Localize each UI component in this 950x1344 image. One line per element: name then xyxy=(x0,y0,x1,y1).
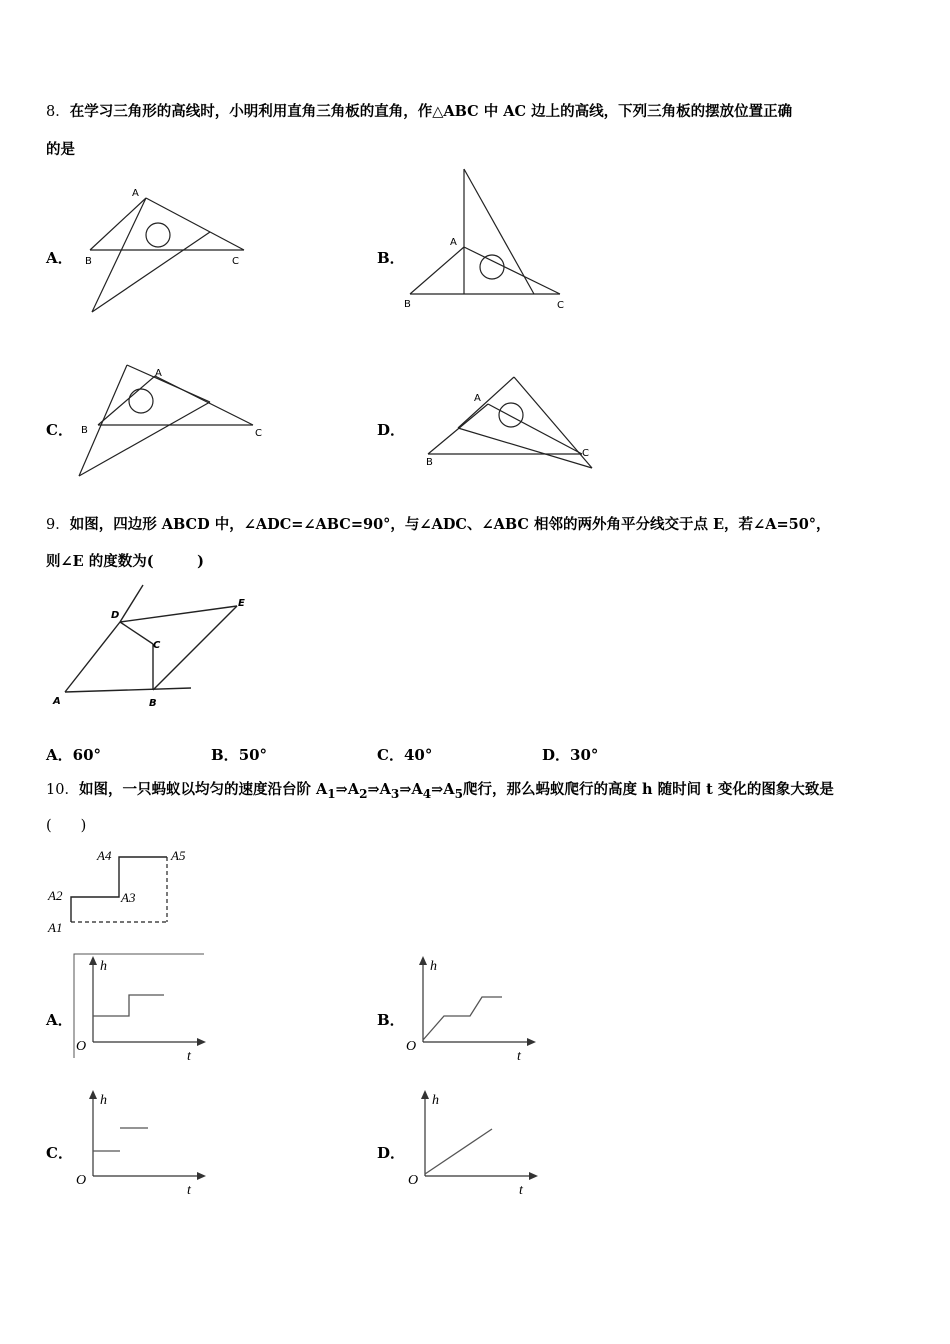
q9-label-d: D xyxy=(111,610,120,621)
q10-sub-4: 4 xyxy=(422,786,432,801)
q10-option-d-label[interactable]: D． xyxy=(377,1144,406,1162)
q10c-origin: O xyxy=(76,1173,87,1188)
q8a-label-a: A xyxy=(132,188,139,199)
q8-option-d-label[interactable]: D． xyxy=(377,421,406,439)
q10-letter-4: A xyxy=(411,781,423,798)
q10-text-line2: ( ) xyxy=(46,818,87,834)
q8-figure-d xyxy=(420,370,610,475)
q9-option-b-value: 50° xyxy=(238,746,268,764)
q10-arrow-1: ⇒ xyxy=(335,781,348,798)
q9-option-d-label: D． xyxy=(542,746,571,764)
q10-arrow-4: ⇒ xyxy=(431,781,444,798)
q9-option-a-label: A． xyxy=(46,746,73,764)
q10-graph-d xyxy=(404,1086,544,1198)
q8b-label-a: A xyxy=(450,237,457,248)
q9-option-d[interactable] xyxy=(542,745,598,765)
q10-option-b-label[interactable]: B． xyxy=(377,1011,405,1029)
q8c-label-a: A xyxy=(155,368,162,379)
q10-text-line1 xyxy=(46,780,834,804)
q9-label-c: C xyxy=(153,640,161,651)
q10-stair-a4: A4 xyxy=(97,848,112,863)
q10-arrow-2: ⇒ xyxy=(367,781,380,798)
q10-stem-pre: 如图，一只蚂蚁以均匀的速度沿台阶 A xyxy=(78,781,328,798)
q8-text-line2: 的是 xyxy=(46,141,75,158)
q10-arrow-3: ⇒ xyxy=(399,781,412,798)
q9-option-c-value: 40° xyxy=(403,746,433,764)
q8c-label-c: C xyxy=(255,428,262,439)
q10-letter-3: A xyxy=(379,781,391,798)
q9-label-e: E xyxy=(238,598,245,609)
q8-stem: 在学习三角形的高线时，小明利用直角三角板的直角，作△ABC 中 AC 边上的高线，下列三角板的摆放位置正确 xyxy=(69,103,793,120)
q9-text-line2: 则∠E 的度数为( ) xyxy=(46,553,204,570)
q10-sub-1: 1 xyxy=(327,786,336,801)
q8d-label-a: A xyxy=(474,393,481,404)
q10-stair-a2: A2 xyxy=(48,888,63,903)
q8c-label-b: B xyxy=(81,425,88,436)
q8b-label-c: C xyxy=(557,300,564,311)
q8-figure-b xyxy=(400,165,580,315)
q10-stair-a5: A5 xyxy=(171,848,186,863)
q10-sub-2: 2 xyxy=(359,786,368,801)
q9-option-c-label: C． xyxy=(377,746,404,764)
q10a-axis-t: t xyxy=(187,1049,191,1064)
q8a-label-b: B xyxy=(85,256,92,267)
q10-letter-2: A xyxy=(347,781,360,798)
q8-figure-c xyxy=(75,358,275,483)
q10-sub-3: 3 xyxy=(390,786,400,801)
q8a-label-c: C xyxy=(232,256,239,267)
q9-text-line1 xyxy=(46,515,831,535)
q9-option-c[interactable] xyxy=(377,745,432,765)
q9-option-d-value: 30° xyxy=(570,746,599,764)
q8-option-b-label[interactable]: B． xyxy=(377,249,405,267)
q10b-axis-h: h xyxy=(430,959,437,974)
q8-number: 8． xyxy=(46,104,70,120)
q10a-origin: O xyxy=(76,1039,87,1054)
q8b-label-b: B xyxy=(404,299,411,310)
q10-stair-figure xyxy=(45,842,205,942)
q8d-label-c: C xyxy=(582,448,589,459)
q10b-origin: O xyxy=(406,1039,417,1054)
q9-option-a[interactable] xyxy=(46,745,101,765)
q10d-origin: O xyxy=(408,1173,419,1188)
q10-stair-a3: A3 xyxy=(121,890,136,905)
q10-graph-c xyxy=(72,1086,212,1198)
q10d-axis-t: t xyxy=(519,1183,523,1198)
q10-stair-a1: A1 xyxy=(48,920,63,935)
q10b-axis-t: t xyxy=(517,1049,521,1064)
q10-stem-post: 爬行，那么蚂蚁爬行的高度 h 随时间 t 变化的图象大致是 xyxy=(462,781,834,798)
q10a-axis-h: h xyxy=(100,959,107,974)
q9-label-a: A xyxy=(53,696,61,707)
q10-option-c-label[interactable]: C． xyxy=(46,1144,73,1162)
q10-graph-a xyxy=(72,952,212,1064)
q10c-axis-h: h xyxy=(100,1093,107,1108)
q9-stem: 如图，四边形 ABCD 中，∠ADC=∠ABC=90°，与∠ADC、∠ABC 相邻的两外角平分线交于点 E，若∠A=50°， xyxy=(69,516,831,533)
q10-letter-5: A xyxy=(443,781,455,798)
q9-label-b: B xyxy=(149,698,157,709)
q8d-label-b: B xyxy=(426,457,433,468)
q9-option-b-label: B． xyxy=(211,746,239,764)
q9-option-a-value: 60° xyxy=(72,746,102,764)
q8-option-a-label[interactable]: A． xyxy=(46,249,73,267)
q10c-axis-t: t xyxy=(187,1183,191,1198)
q9-number: 9． xyxy=(46,517,70,533)
q10d-axis-h: h xyxy=(432,1093,439,1108)
q10-option-a-label[interactable]: A． xyxy=(46,1011,73,1029)
q8-figure-a xyxy=(80,182,260,322)
q10-graph-b xyxy=(402,952,542,1064)
q8-option-c-label[interactable]: C． xyxy=(46,421,73,439)
q8-text-line1 xyxy=(46,102,792,122)
q9-option-b[interactable] xyxy=(211,745,267,765)
q10-sub-5: 5 xyxy=(454,786,463,801)
q10-number: 10． xyxy=(46,782,79,798)
q9-figure xyxy=(45,580,265,715)
